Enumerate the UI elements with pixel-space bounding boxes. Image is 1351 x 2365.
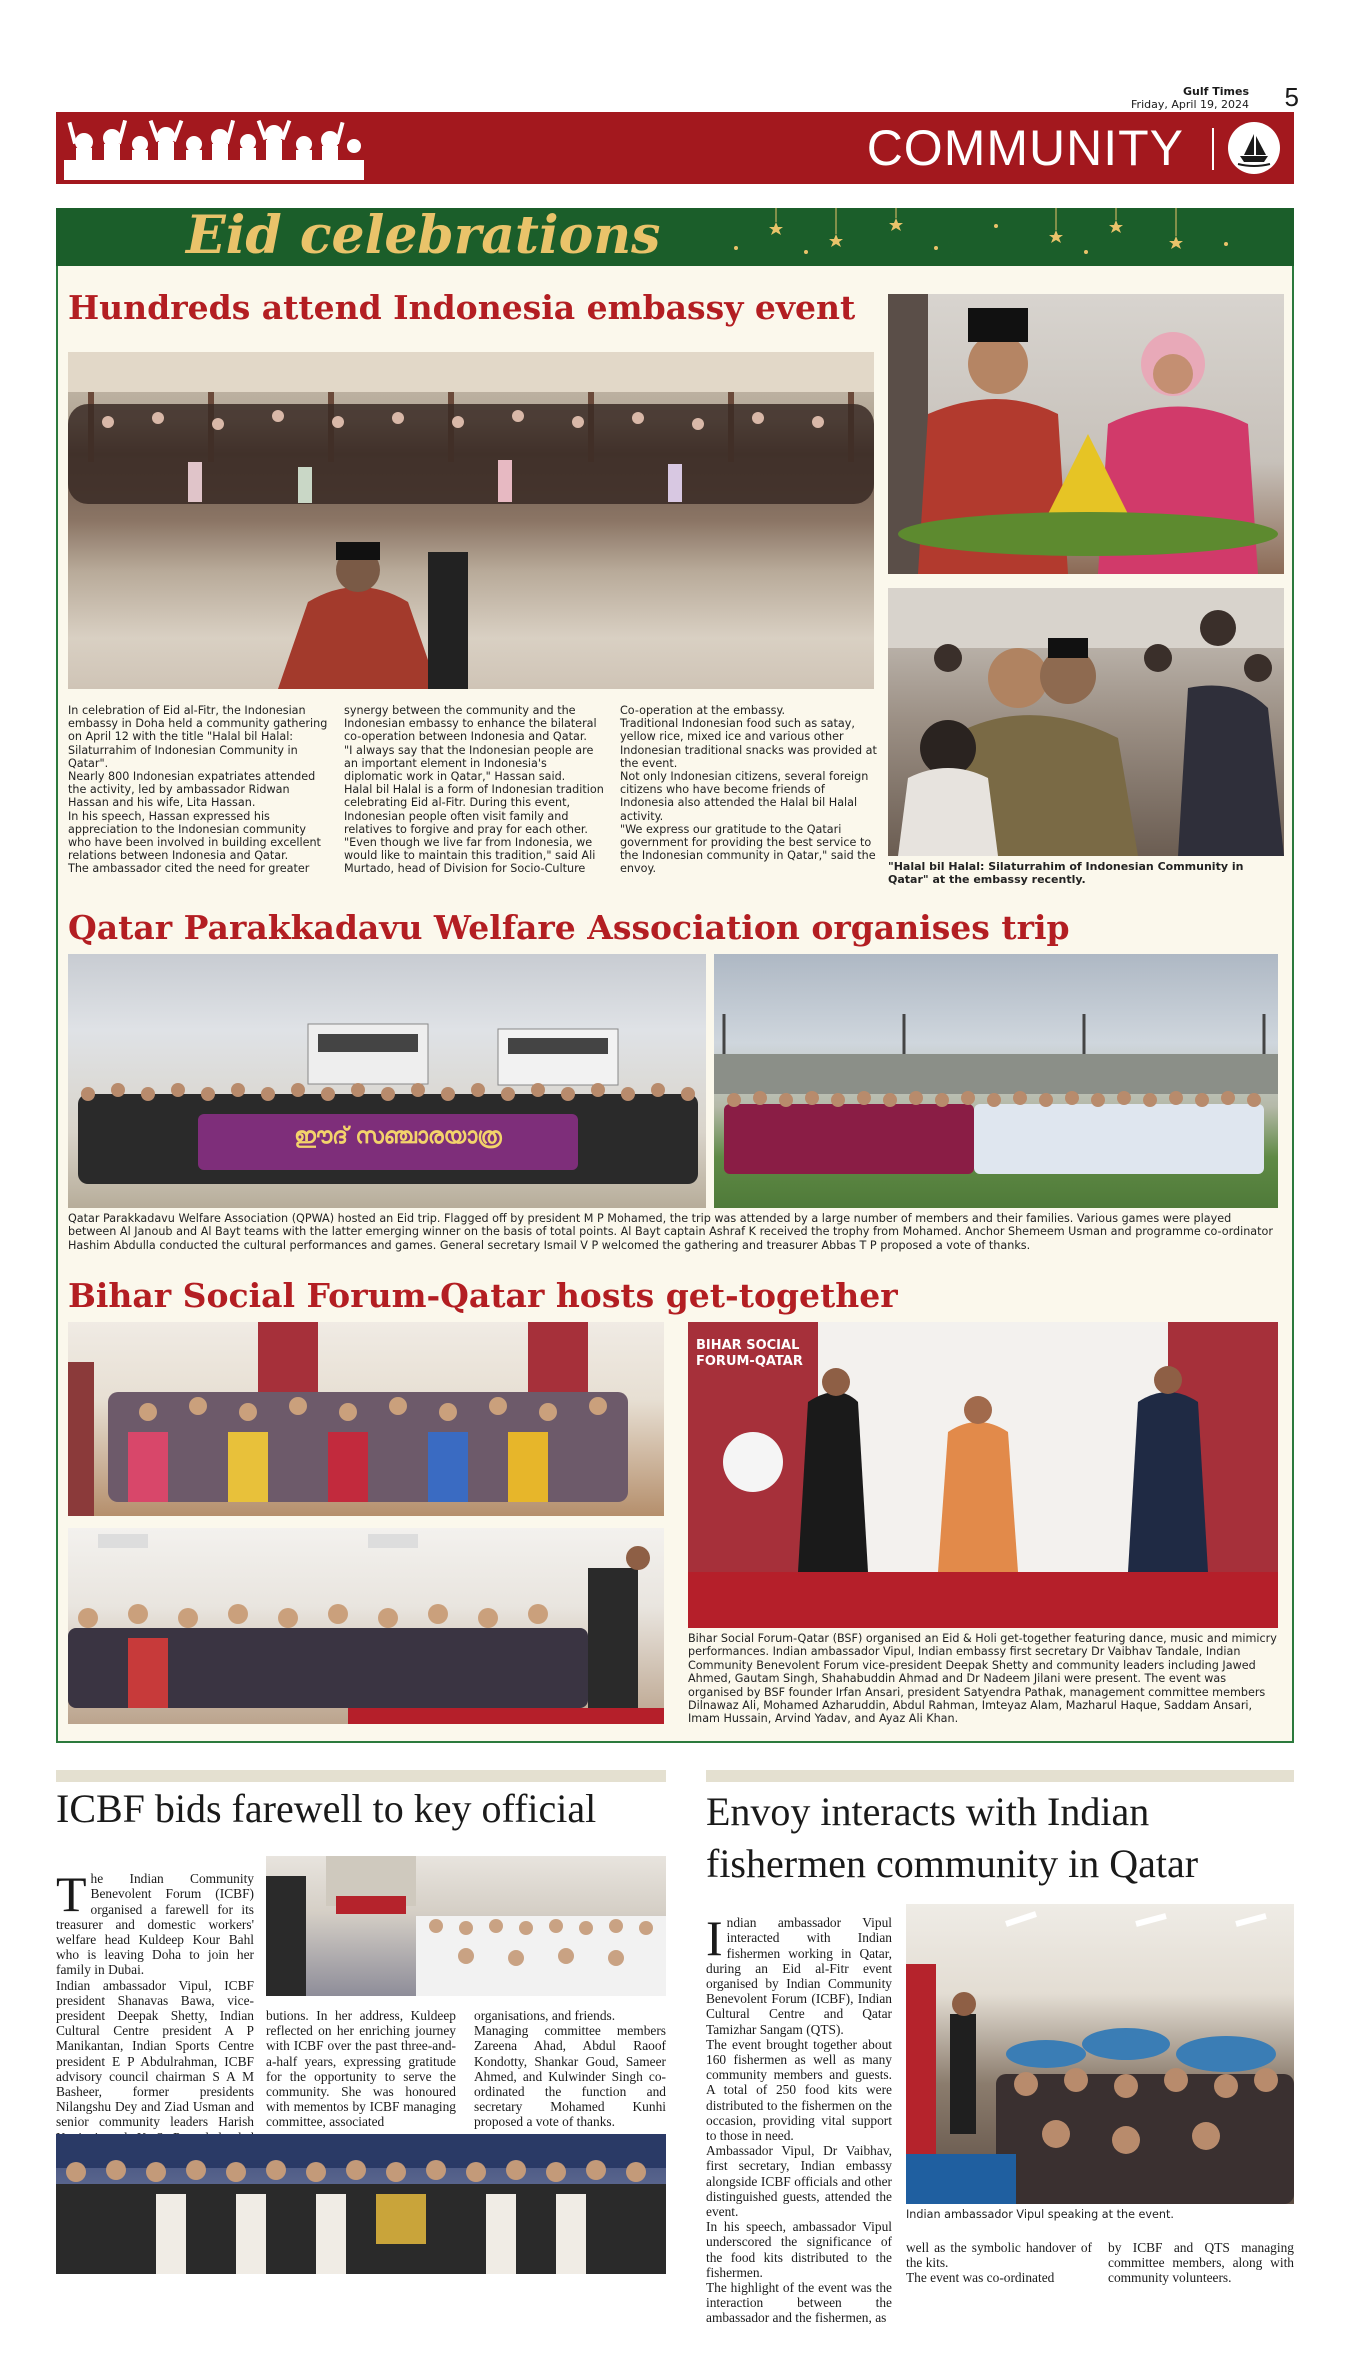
section-banner xyxy=(56,112,1294,184)
icbf-text-col2: butions. In her address, Kuldeep reflected on her enriching journey with ICBF over the past three-and-a-half years, expressing gratitude for the opportunity to serve the community. She was honoured with mementos by ICBF managing committee, associated xyxy=(266,2008,456,2130)
icbf-dropcap: T xyxy=(56,1866,87,1923)
icbf-text-col1-body: he Indian Community Benevolent Forum (ICBF) organised a farewell for its treasurer and domestic workers' welfare head Kuldeep Kour Bahl who is leaving Doha to join her family in Dubai. Indian ambassador Vipul, ICBF president Shanavas Bawa, vice-president Deepak Shetty, Indian Cultural Centre president A P Manikantan, Indian Sports Centre president E P Abdulrahman, ICBF advisory council chairman S A M Basheer, former presidents Nilangshu Dey and Ziad Usman and senior community leaders Harish xyxy=(56,1871,254,2130)
envoy-speech-photo xyxy=(906,1904,1294,2204)
publication-name: Gulf Times xyxy=(1183,85,1249,98)
envoy-headline: Envoy interacts with Indian fishermen community in Qatar xyxy=(706,1789,1199,1886)
envoy-top-rule xyxy=(706,1770,1294,1782)
envoy-text-col2: well as the symbolic handover of the kits. The event was co-ordinated xyxy=(906,2240,1092,2286)
icbf-top-rule xyxy=(56,1770,666,1782)
qpwa-teams-photo xyxy=(714,954,1278,1208)
indonesia-photo-caption: "Halal bil Halal: Silaturrahim of Indonesian Community in Qatar" at the embassy recently. xyxy=(888,860,1244,886)
qpwa-group-photo-buses xyxy=(68,954,706,1208)
page-number: 5 xyxy=(1284,82,1299,112)
bihar-banner-text-left: BIHAR SOCIAL FORUM-QATAR xyxy=(696,1338,803,1369)
qpwa-headline: Qatar Parakkadavu Welfare Association organises trip xyxy=(68,908,1070,947)
indonesia-text-col3: Co-operation at the embassy. Traditional Indonesian food such as satay, yellow rice, mixed ice and various other Indonesian traditional snacks was provided at the event. Not only Indonesian citizens, several foreign citizens who have become friends of Indonesia also attended the Halal bil Halal activity. "We express our gratitude to the Qatari government for providing the best service to the Indonesian community in Qatar," said the envoy. xyxy=(620,704,877,876)
icbf-text-col1 xyxy=(56,1856,254,2160)
qpwa-banner-text: ഈദ് സഞ്ചാരയാത്ര xyxy=(294,1124,502,1149)
stars-moon-decoration-icon xyxy=(696,208,1256,266)
envoy-dropcap: I xyxy=(706,1910,723,1967)
indonesia-crowd-photo xyxy=(68,352,874,689)
envoy-text-col1-body: ndian ambassador Vipul interacted with Indian fishermen working in Qatar, during an Eid al-Fitr event organised by Indian Community Benevolent Forum (ICBF), Indian Cultural Centre and Qatar Tamizhar Sangam (QTS). The event brought together about 160 fishermen as well as many community members and guests. A total of 250 food kits were distributed to the fishermen on the occasion, providing vital support to those in need. Ambassador Vipul, Dr Vaibhav, first secretary, Indian embassy alongside ICBF officials and other distinguished guests, attended the event. In his speech, ambassador Vipul underscored the significance of the food kits distributed to the fishermen. The highlight of the event was the interaction between the ambassador and the fishermen, as xyxy=(706,1915,892,2326)
icbf-hall-photo xyxy=(266,1856,666,1996)
eid-title: Eid celebrations xyxy=(186,205,661,266)
dhow-boat-icon xyxy=(1228,122,1280,174)
banner-divider xyxy=(1212,128,1214,170)
eid-title-bar xyxy=(56,205,1294,266)
ambassador-food-photo xyxy=(888,294,1284,574)
embrace-photo xyxy=(888,588,1284,856)
indonesia-text-col2: synergy between the community and the Indonesian embassy to enhance the bilateral co-operation between Indonesia and Qatar. "I always say that the Indonesian people are an important element in Indonesia's diplomatic work in Qatar," Hassan said. Halal bil Halal is a form of Indonesian tradition celebrating Eid al-Fitr. During this event, Indonesian people often visit family and relatives to forgive and pray for each other. "Even though we live far from Indonesia, we would like to maintain this tradition," said Ali Murtado, head of Division for Socio-Culture xyxy=(344,704,604,876)
bihar-caption: Bihar Social Forum-Qatar (BSF) organised an Eid & Holi get-together featuring dance, music and mimicry performances. Indian ambassador Vipul, Indian embassy first secretary Dr Vaibhav Tandale, Indian Community Benevolent Forum vice-president Deepak Shetty and community leaders including Jawed Ahmed, Gautam Singh, Shahabuddin Ahmad and Dr Nadeem Jilani were present. The event was organised by BSF founder Irfan Ansari, president Satyendra Pathak, management committee members Dilnawaz Ali, Mohamed Azharuddin, Abdul Rahman, Imteyaz Alam, Mazharul Haque, Saddam Ansari, Imam Hussain, Arvind Yadav, and Ayaz Ali Khan. xyxy=(688,1632,1277,1726)
envoy-text-col1 xyxy=(706,1900,892,2326)
crowd-silhouette-icon xyxy=(64,120,364,180)
bihar-headline: Bihar Social Forum-Qatar hosts get-together xyxy=(68,1276,898,1315)
issue-date: Friday, April 19, 2024 xyxy=(1131,98,1249,111)
envoy-text-col3: by ICBF and QTS managing committee members, along with community volunteers. xyxy=(1108,2240,1294,2286)
icbf-text-col3: organisations, and friends. Managing committee members Zareena Ahad, Abdul Raoof Kondotty, Shankar Goud, Sameer Ahmed, and Kulwinder Singh co-ordinated the function and secretary Mohamed Kunhi proposed a vote of thanks. xyxy=(474,2008,666,2130)
qpwa-caption: Qatar Parakkadavu Welfare Association (QPWA) hosted an Eid trip. Flagged off by president M P Mohamed, the trip was attended by a large number of members and their families. Various games were played between Al Janoub and Al Bayt teams with the latter emerging winner on the basis of total points. Al Bayt captain Ashraf K received the trophy from Mohamed. Anchor Shemeem Usman and programme co-ordinator Hashim Abdulla conducted the cultural performances and games. General secretary Ismail V P welcomed the gathering and treasurer Abbas T P proposed a vote of thanks. xyxy=(68,1212,1273,1252)
icbf-headline: ICBF bids farewell to key official xyxy=(56,1786,597,1831)
indonesia-text-col1: In celebration of Eid al-Fitr, the Indonesian embassy in Doha held a community gathering on April 12 with the title "Halal bil Halal: Silaturrahim of Indonesian Community in Qatar". Nearly 800 Indonesian expatriates attended the activity, led by ambassador Ridwan Hassan and his wife, Lita Hassan. In his speech, Hassan expressed his appreciation to the Indonesian community who have been involved in building excellent relations between Indonesia and Qatar. The ambassador cited the need for greater xyxy=(68,704,328,876)
indonesia-headline: Hundreds attend Indonesia embassy event xyxy=(68,288,856,327)
bihar-audience-photo xyxy=(68,1528,664,1724)
bihar-dance-photo xyxy=(688,1322,1278,1628)
icbf-group-farewell-photo xyxy=(56,2134,666,2274)
envoy-photo-caption: Indian ambassador Vipul speaking at the event. xyxy=(906,2208,1174,2221)
section-title: COMMUNITY xyxy=(866,120,1184,176)
bihar-children-photo xyxy=(68,1322,664,1516)
